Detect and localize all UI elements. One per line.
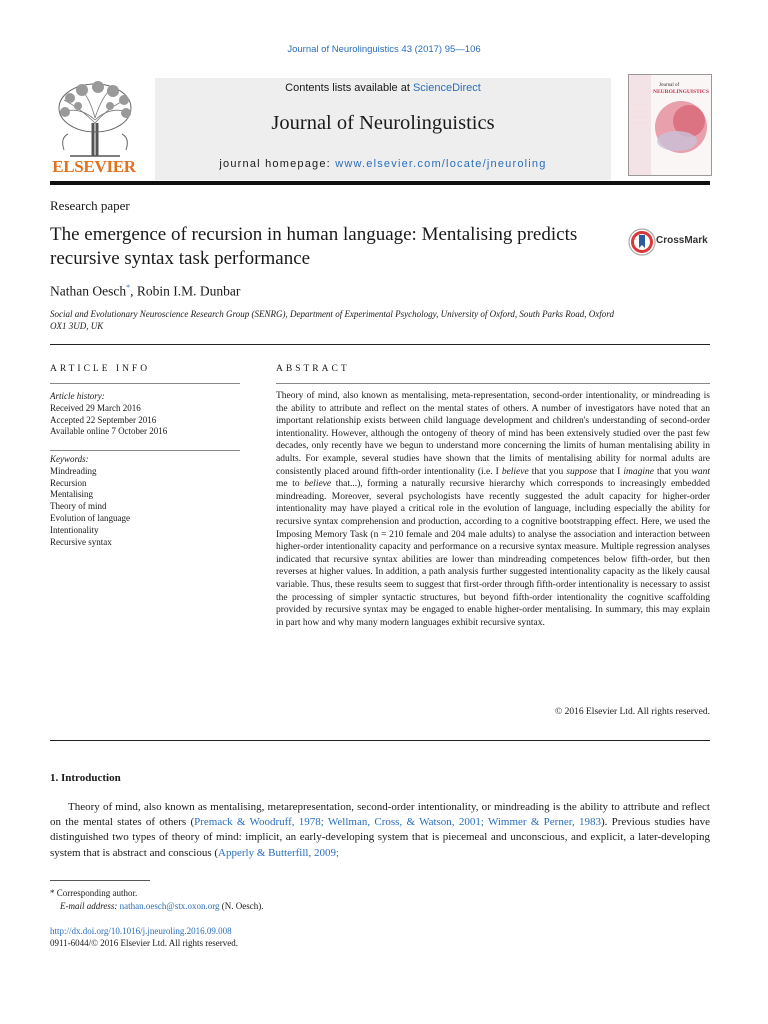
abstract-copyright: © 2016 Elsevier Ltd. All rights reserved. [555,707,710,717]
journal-citation[interactable]: Journal of Neurolinguistics 43 (2017) 95—106 [287,44,481,55]
email-suffix: (N. Oesch). [219,901,264,911]
abstract-segment: that you [653,466,692,477]
footnote-corresponding [50,887,450,900]
publisher-name: ELSEVIER [52,157,136,176]
citation-link[interactable]: Premack & Woodruff, 1978; Wellman, Cross, & Watson, 2001; Wimmer & Perner, 1983 [194,816,601,829]
keyword: Recursion [50,477,87,488]
contents-prefix: Contents lists available at [285,82,413,94]
keyword: Evolution of language [50,512,130,523]
corresponding-author-mark[interactable]: * [126,283,131,292]
section-rule [50,740,710,741]
abstract-italic: imagine [623,466,654,477]
email-label: E-mail address: [60,901,120,911]
crossmark-label: CrossMark [656,235,708,246]
abstract-segment: that...), forming a naturally recursive hierarchy which corresponds to increasingly embedded mindreading. Moreover, several psychologists have recently suggested the adult capacity for higher-order intentionality may have played a critical role in the evolution of language, including especially the ability for recursive syntax comprehension and production, according to a cognitive bootstrapping effect. Here, we used the Imposing Memory Task (n = 210 female and 204 male adults) to analyse the association and interaction between higher-order intentionality capacity and performance on a recursive syntax measure. Multiple regression analyses indicated that recursive syntax abilities are lower than mindreading competences below fifth-order, but then reverses at higher values. In addition, a path analysis further suggested intentionality capacity as the likely causal variable. Thus, these results seem to suggest that first-order through fifth-order intentionality is necessary to assist the processing of simpler syntactic structures, but beyond fifth-order intentionality the cognitive scaffolding provided by recursive syntax may be engaged to enable higher-order mentalising. In summary, this may explain in part how and why many modern languages exhibit recursive syntax. [276,479,710,628]
article-title: The emergence of recursion in human language: Mentalising predicts recursive syntax task performance [50,224,578,269]
history-accepted: Accepted 22 September 2016 [50,414,157,425]
abstract-rule [276,383,710,384]
footnote-email-line [50,900,450,913]
doi-link[interactable]: http://dx.doi.org/10.1016/j.jneuroling.2016.09.008 [50,926,232,936]
email-link[interactable]: nathan.oesch@stx.oxon.org [119,901,220,911]
author-dunbar[interactable]: Robin I.M. Dunbar [136,283,241,299]
affiliation: Social and Evolutionary Neuroscience Research Group (SENRG), Department of Experimental Psychology, University of Oxford, South Parks Road, Oxford OX1 3UD, UK [50,309,614,331]
author-separator: , [130,283,137,299]
cover-journal-name: NEUROLINGUISTICS [653,89,709,95]
abstract-segment: that I [596,466,624,477]
contents-line [155,82,611,94]
homepage-prefix: journal homepage: [219,158,336,170]
cover-journal-word: Journal of [659,83,680,88]
article-info-heading: ARTICLE INFO [50,364,151,374]
abstract-heading: ABSTRACT [276,364,350,374]
keyword: Recursive syntax [50,536,112,547]
footnote-mark: * [50,888,55,898]
footnote-corresponding-text: Corresponding author. [56,888,138,898]
history-received: Received 29 March 2016 [50,402,141,413]
homepage-line [155,158,611,170]
history-online: Available online 7 October 2016 [50,426,168,437]
issn-line: 0911-6044/© 2016 Elsevier Ltd. All rights reserved. [50,938,238,948]
section-rule [50,344,710,345]
journal-title: Journal of Neurolinguistics [271,112,495,134]
citation-link[interactable]: Apperly & Butterfill, 2009; [218,846,340,859]
abstract-italic: want [691,466,710,477]
abstract-segment: Theory of mind, also known as mentalising, meta-representation, second-order intentionality, or mindreading is the ability to attribute and reflect on the mental states of others. A number of investigators have noted that an important relationship exists between child language development and children's understanding of second-order intentionality. However, although the ontogeny of theory of mind has been extensively studied over the past few decades, only recently have we begun to understand more concerning the limits of human mentalising ability in adults. For example, several studies have shown that the limits of mentalising ability for normal adults are consistently placed around fifth-order intentionality (i.e. I [276,391,710,477]
crossmark-badge[interactable] [628,226,714,258]
introduction-heading: 1. Introduction [50,772,121,784]
sciencedirect-link[interactable]: ScienceDirect [412,82,481,94]
keywords-label: Keywords: [50,454,89,464]
abstract-segment: me to [276,479,305,490]
abstract-italic: believe [501,466,529,477]
author-oesch[interactable]: Nathan Oesch [50,283,127,299]
article-type: Research paper [50,198,130,213]
abstract-text [276,390,710,629]
keyword: Intentionality [50,524,99,535]
keywords-rule [50,450,240,451]
introduction-text [50,800,710,861]
crossmark-icon [628,226,656,258]
abstract-segment: that you [528,466,567,477]
keyword: Mentalising [50,489,93,500]
intro-segment: Theory of mind, also known as mentalising, metarepresentation, second-order intentionality, or mindreading is the ability to attribute and reflect on the mental states of others ( [50,801,710,829]
intro-segment: ). Previous studies have distinguished two types of theory of mind: implicit, an early-developing system that is piecemeal and unconscious, and explicit, a later-developing system that is abstract and conscious ( [50,816,710,859]
article-history [50,391,250,438]
homepage-link[interactable]: www.elsevier.com/locate/jneuroling [335,158,547,170]
footnote [50,887,450,913]
keywords [50,454,250,548]
abstract-italic: believe [304,479,332,490]
footnote-rule [50,880,150,881]
masthead-rule [50,181,710,185]
authors [50,283,240,300]
history-label: Article history: [50,391,105,401]
abstract-italic: suppose [566,466,597,477]
keyword: Mindreading [50,465,97,476]
journal-cover-thumbnail[interactable] [628,74,712,176]
article-info-rule [50,383,240,384]
keyword: Theory of mind [50,501,107,512]
